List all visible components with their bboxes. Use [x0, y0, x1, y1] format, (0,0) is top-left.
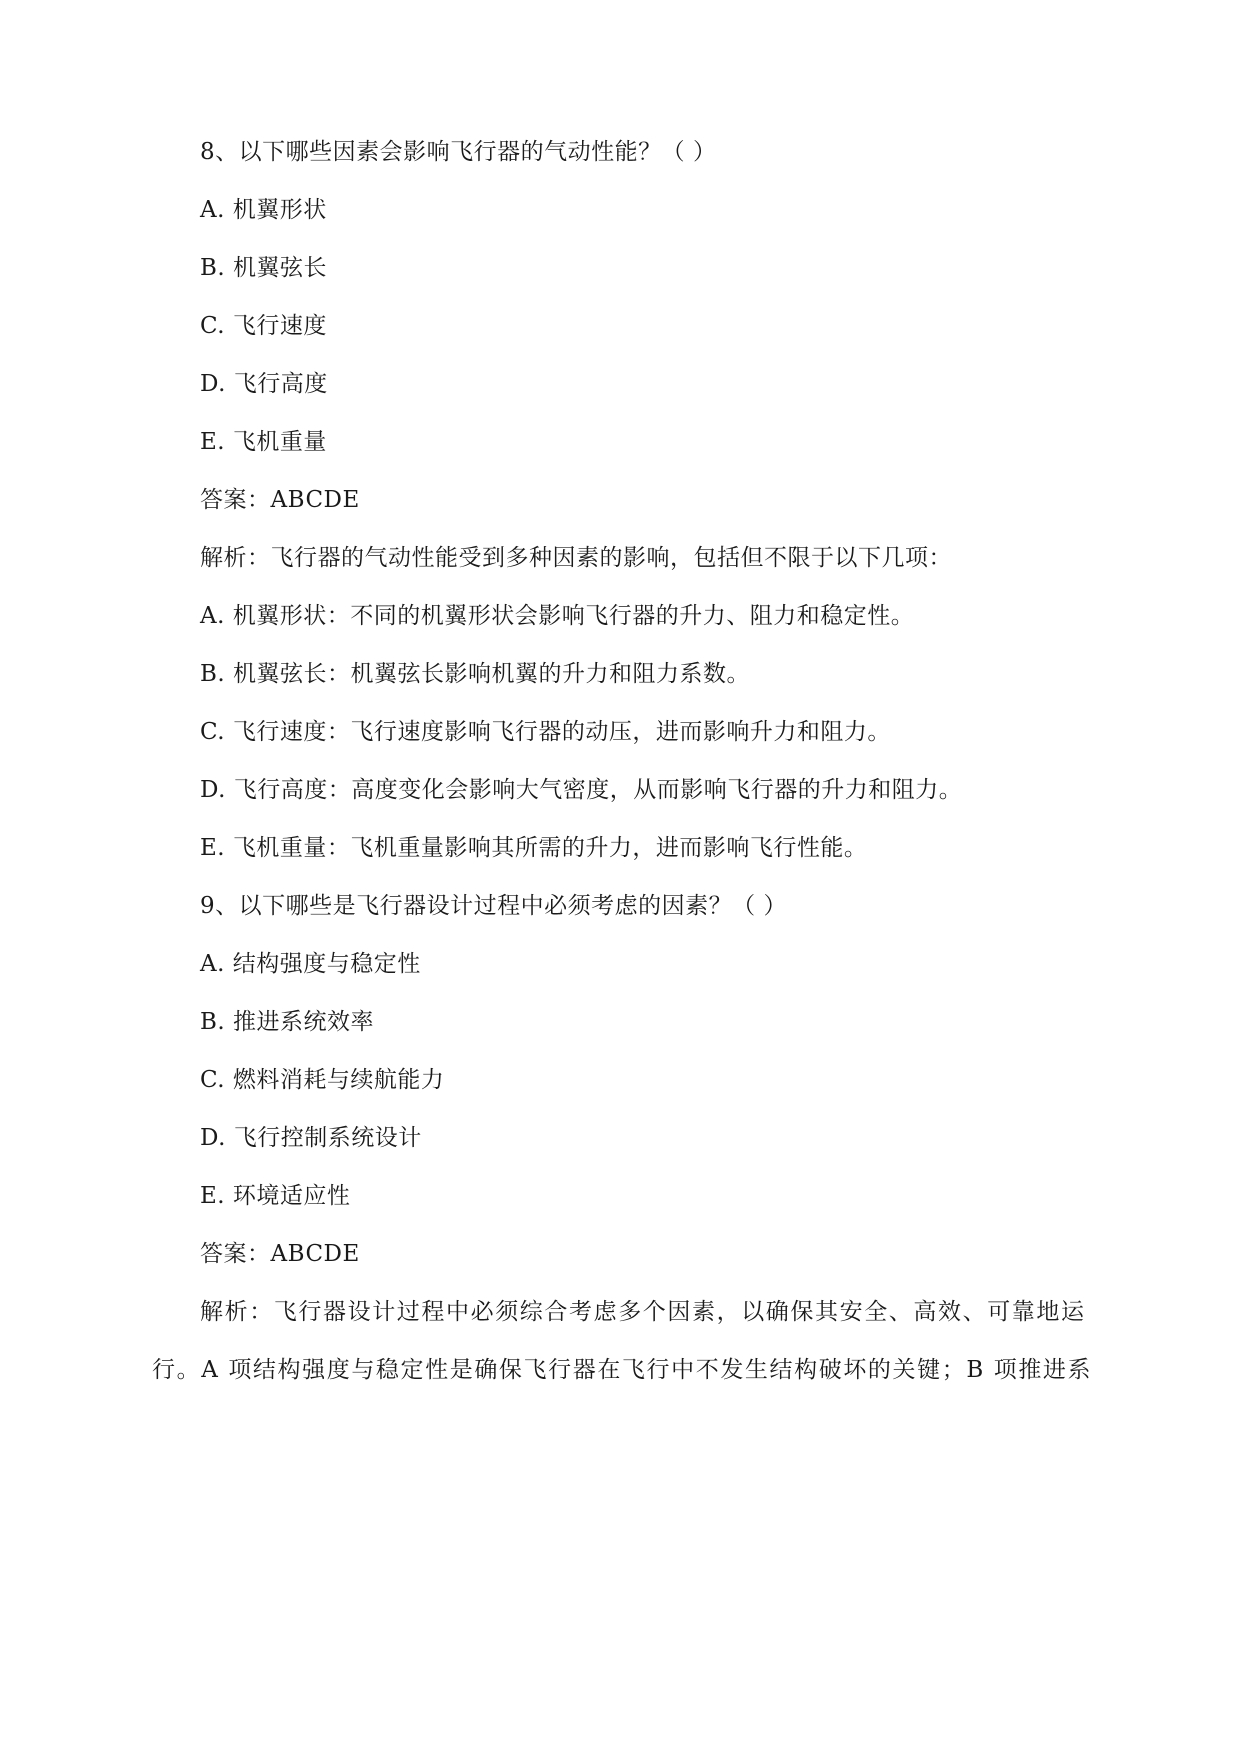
q8-analysis-item-a: A. 机翼形状：不同的机翼形状会影响飞行器的升力、阻力和稳定性。: [200, 603, 915, 629]
q8-answer: 答案：ABCDE: [200, 487, 360, 513]
q9-option-a: A. 结构强度与稳定性: [200, 951, 421, 977]
q9-option-b: B. 推进系统效率: [200, 1009, 375, 1035]
q9-answer: 答案：ABCDE: [200, 1241, 360, 1267]
q9-option-d: D. 飞行控制系统设计: [200, 1125, 422, 1151]
q8-option-c: C. 飞行速度: [200, 313, 327, 339]
q8-analysis-item-d: D. 飞行高度：高度变化会影响大气密度，从而影响飞行器的升力和阻力。: [200, 777, 963, 803]
q8-option-a: A. 机翼形状: [200, 197, 327, 223]
q8-option-e: E. 飞机重量: [200, 429, 327, 455]
question-9-text: 9、以下哪些是飞行器设计过程中必须考虑的因素？（ ）: [200, 893, 787, 919]
q8-analysis-item-e: E. 飞机重量：飞机重量影响其所需的升力，进而影响飞行性能。: [200, 835, 868, 861]
q9-analysis-line-2: 行。A 项结构强度与稳定性是确保飞行器在飞行中不发生结构破坏的关键；B 项推进系: [152, 1357, 1093, 1383]
q8-option-d: D. 飞行高度: [200, 371, 328, 397]
q8-option-b: B. 机翼弦长: [200, 255, 328, 281]
q8-analysis-item-c: C. 飞行速度：飞行速度影响飞行器的动压，进而影响升力和阻力。: [200, 719, 891, 745]
q9-analysis-line-1: 解析：飞行器设计过程中必须综合考虑多个因素，以确保其安全、高效、可靠地运: [200, 1299, 1086, 1325]
q9-option-c: C. 燃料消耗与续航能力: [200, 1067, 445, 1093]
question-8-text: 8、以下哪些因素会影响飞行器的气动性能？（ ）: [200, 139, 717, 165]
q9-option-e: E. 环境适应性: [200, 1183, 351, 1209]
q8-analysis-item-b: B. 机翼弦长：机翼弦长影响机翼的升力和阻力系数。: [200, 661, 751, 687]
q8-analysis-intro: 解析：飞行器的气动性能受到多种因素的影响，包括但不限于以下几项：: [200, 545, 952, 571]
